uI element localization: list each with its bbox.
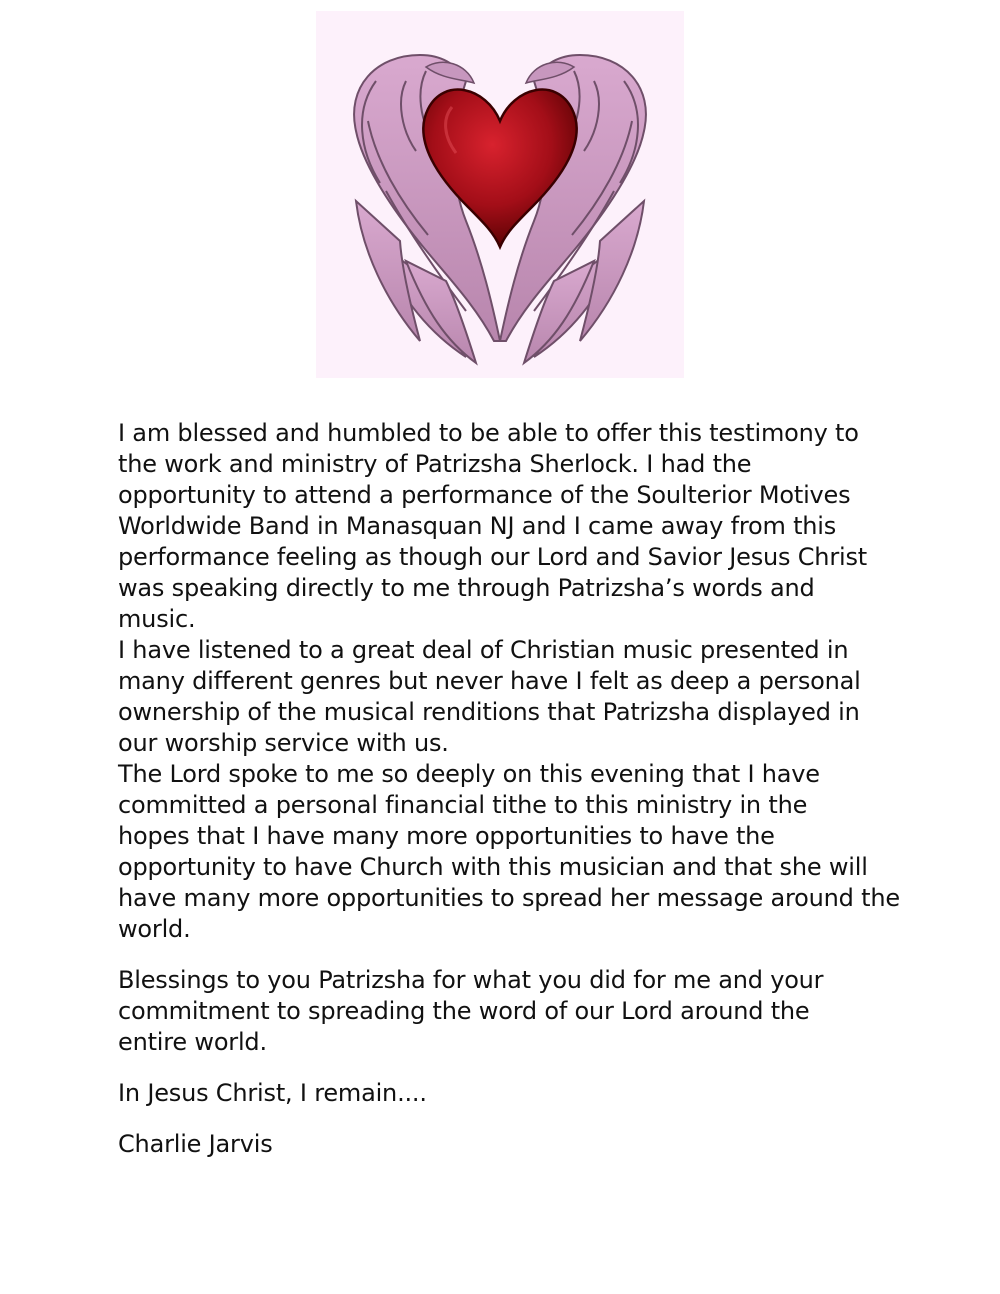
winged-heart-icon <box>316 11 684 378</box>
paragraph-1: I am blessed and humbled to be able to offer this testimony to the work and ministry of Patrizsha Sherlock. I had the opportunity to attend a performance of the Soulterior Motives Worldwide Band in Manasquan NJ and I came away from this performance feeling as though our Lord and Savior Jesus Christ was speaking directly to me through Patrizsha’s words and music. <box>118 419 867 633</box>
paragraph-blessings: Blessings to you Patrizsha for what you did for me and your commitment to spreading the word of our Lord around the entire world. <box>118 966 824 1056</box>
paragraph-2: I have listened to a great deal of Christian music presented in many different genres but never have I felt as deep a personal ownership of the musical renditions that Patrizsha displayed in our worship service with us. <box>118 636 861 757</box>
testimony-letter <box>118 418 908 1160</box>
winged-heart-image <box>316 11 684 378</box>
paragraph-3: The Lord spoke to me so deeply on this evening that I have committed a personal financial tithe to this ministry in the hopes that I have many more opportunities to have the opportunity to have Church with this musician and that she will have many more opportunities to spread her message around the world. <box>118 760 900 943</box>
signature: Charlie Jarvis <box>118 1130 273 1158</box>
closing: In Jesus Christ, I remain.... <box>118 1079 427 1107</box>
